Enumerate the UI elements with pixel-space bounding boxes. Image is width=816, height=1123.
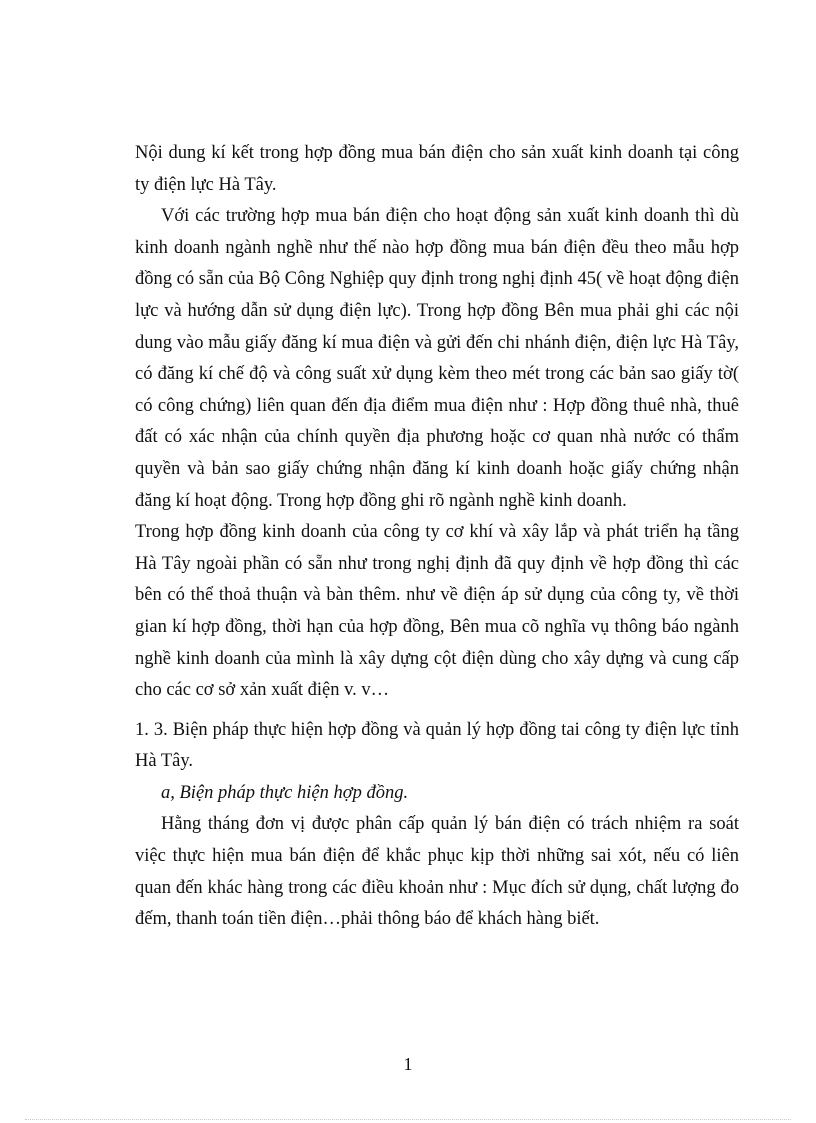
document-body [135, 138, 739, 936]
paragraph-monthly-review: Hằng tháng đơn vị được phân cấp quản lý bán điện có trách nhiệm ra soát việc thực hiện mua bán điện để khắc phục kịp thời những sai xót, nếu có liên quan đến khác hàng trong các điều khoản như : Mục đích sử dụng, chất lượng đo đếm, thanh toán tiền điện…phải thông báo để khách hàng biết. [135, 814, 739, 930]
paragraph-company-contract: Trong hợp đồng kinh doanh của công ty cơ khí và xây lắp và phát triển hạ tầng Hà Tây ngoài phần có sẵn như trong nghị định đã quy định về hợp đồng thì các bên có thể thoả thuận và bàn thêm. như về điện áp sử dụng của công ty, về thời gian kí hợp đồng, thời hạn của hợp đồng, Bên mua cõ nghĩa vụ thông báo ngành nghề kinh doanh của mình là xây dựng cột điện dùng cho xây dựng và cung cấp cho các cơ sở xản xuất điện v. v… [135, 522, 739, 701]
paragraph-intro: Nội dung kí kết trong hợp đồng mua bán điện cho sản xuất kinh doanh tại công ty điện lực Hà Tây. [135, 143, 739, 195]
subsection-heading: a, Biện pháp thực hiện hợp đồng. [161, 782, 409, 803]
page-number: 1 [403, 1054, 413, 1074]
page-bottom-divider [25, 1119, 791, 1120]
paragraph-contract-template: Với các trường hợp mua bán điện cho hoạt động sản xuất kinh doanh thì dù kinh doanh ngành nghề như thế nào hợp đồng mua bán điện đều theo mẫu hợp đồng có sẵn của Bộ Công Nghiệp quy định trong nghị định 45( về hoạt động điện lực và hướng dẫn sử dụng điện lực). Trong hợp đồng Bên mua phải ghi các nội dung vào mẫu giấy đăng kí mua điện và gửi đến chi nhánh điện, điện lực Hà Tây, có đăng kí chế độ và công suất xử dụng kèm theo mét trong các bản sao giấy tờ( có công chứng) liên quan đến địa điểm mua điện như : Hợp đồng thuê nhà, thuê đất có xác nhận của chính quyền địa phương hoặc cơ quan nhà nước có thẩm quyền và bản sao giấy chứng nhận đăng kí kinh doanh hoặc giấy chứng nhận đăng kí hoạt động. Trong hợp đồng ghi rõ ngành nghề kinh doanh. [135, 206, 739, 511]
section-heading: 1. 3. Biện pháp thực hiện hợp đồng và quản lý hợp đồng tai công ty điện lực tỉnh Hà Tây. [135, 719, 739, 772]
